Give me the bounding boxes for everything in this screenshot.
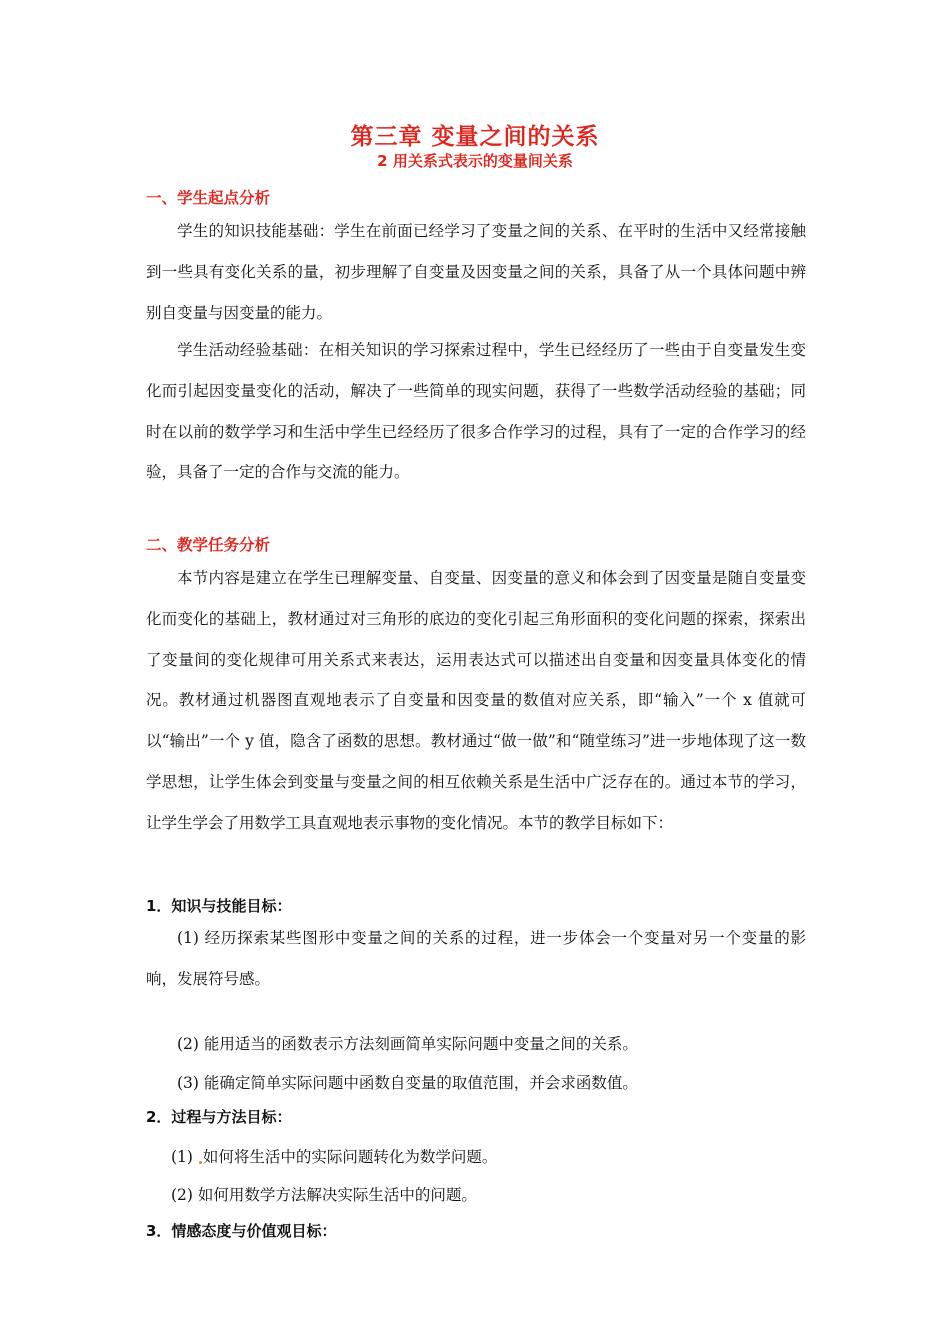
paragraph-activity-base: 学生活动经验基础：在相关知识的学习探索过程中，学生已经经历了一些由于自变量发生变化而引起因变量变化的活动，解决了一些简单的现实问题，获得了一些数学活动经验的基础；同时在以前的数学学习和生活中学生已经经历了很多合作学习的过程，具有了一定的合作学习的经验，具备了一定的合作与交流的能力。 <box>146 341 806 482</box>
paragraph-knowledge-base: 学生的知识技能基础：学生在前面已经学习了变量之间的关系、在平时的生活中又经常接触到一些具有变化关系的量，初步理解了自变量及因变量之间的关系，具备了从一个具体问题中辨别自变量与因变量的能力。 <box>146 222 806 322</box>
heading-attitude-goals: 3．情感态度与价值观目标： <box>146 1222 337 1240</box>
process-item-1-number: (1) <box>171 1148 193 1166</box>
paragraph-task-analysis: 本节内容是建立在学生已理解变量、自变量、因变量的意义和体会到了因变量是随自变量变化而变化的基础上，教材通过对三角形的底边的变化引起三角形面积的变化问题的探索，探索出了变量间的变化规律可用关系式来表达，运用表达式可以描述出自变量和因变量具体变化的情况。教材通过机器图直观地表示了自变量和因变量的数值对应关系，即“输入”一个 x 值就可以“输出”一个 y 值，隐含了函数的思想。教材通过“做一做”和“随堂练习”进一步地体现了这一数学思想，让学生体会到变量与变量之间的相互依赖关系是生活中广泛存在的。通过本节的学习，让学生学会了用数学工具直观地表示事物的变化情况。本节的教学目标如下： <box>146 569 806 832</box>
heading-student-analysis: 一、学生起点分析 <box>146 189 271 207</box>
goal-item-1: (1) 经历探索某些图形中变量之间的关系的过程，进一步体会一个变量对另一个变量的影响，发展符号感。 <box>146 929 806 988</box>
section-subtitle: 2 用关系式表示的变量间关系 <box>377 152 573 170</box>
process-item-1 <box>171 1145 497 1167</box>
marker-dot <box>199 1161 202 1164</box>
heading-knowledge-goals: 1．知识与技能目标： <box>146 897 292 915</box>
heading-task-analysis: 二、教学任务分析 <box>146 536 271 554</box>
chapter-title: 第三章 变量之间的关系 <box>350 124 600 150</box>
goal-item-2: (2) 能用适当的函数表示方法刻画简单实际问题中变量之间的关系。 <box>177 1035 638 1053</box>
process-item-1-text: 如何将生活中的实际问题转化为数学问题。 <box>202 1148 498 1166</box>
heading-process-goals: 2．过程与方法目标： <box>146 1108 292 1126</box>
process-item-2: (2) 如何用数学方法解决实际生活中的问题。 <box>171 1186 477 1204</box>
goal-item-3: (3) 能确定简单实际问题中函数自变量的取值范围，并会求函数值。 <box>177 1074 638 1092</box>
